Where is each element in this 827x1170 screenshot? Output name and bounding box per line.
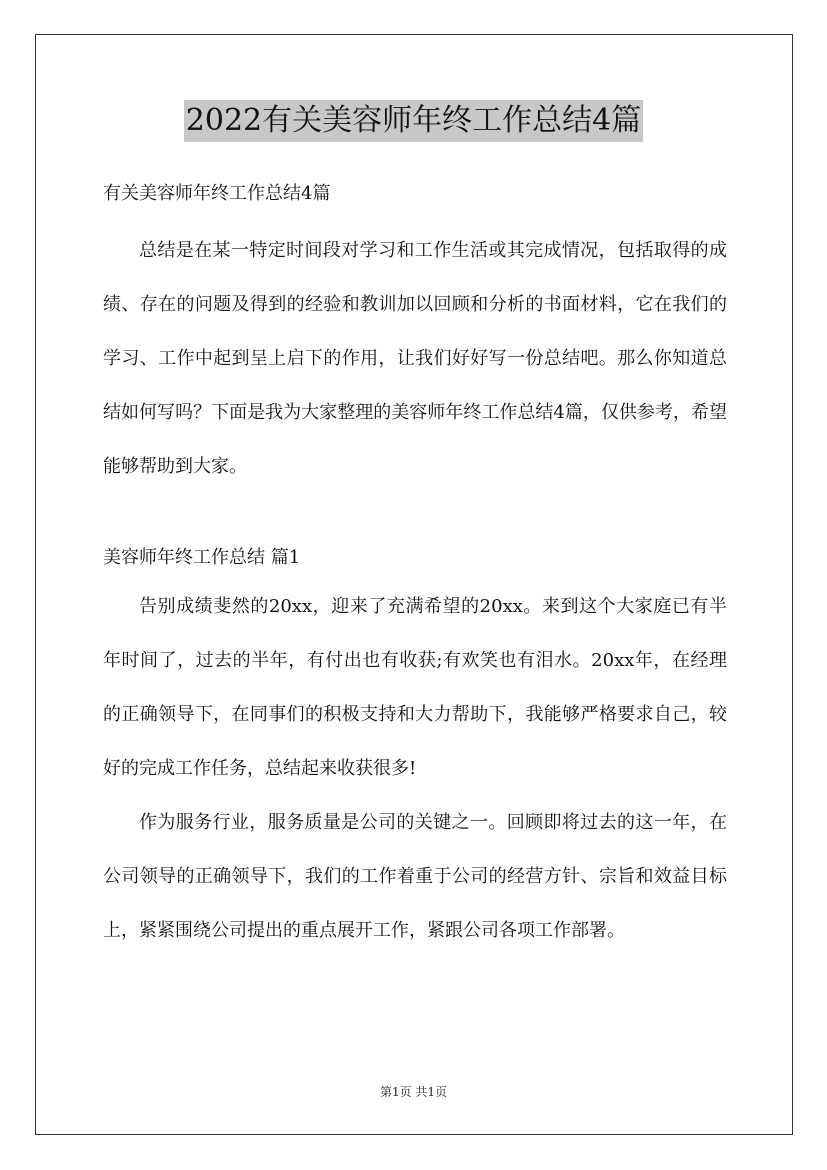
document-subtitle: 有关美容师年终工作总结4篇 (103, 183, 331, 204)
body-paragraph-2: 作为服务行业，服务质量是公司的关键之一。回顾即将过去的这一年，在公司领导的正确领导下，我们的工作着重于公司的经营方针、宗旨和效益目标上，紧紧围绕公司提出的重点展开工作，紧跟公司各项工作部署。 (103, 812, 727, 941)
section-spacer (103, 494, 727, 536)
intro-paragraph: 总结是在某一特定时间段对学习和工作生活或其完成情况，包括取得的成绩、存在的问题及得到的经验和教训加以回顾和分析的书面材料，它在我们的学习、工作中起到呈上启下的作用，让我们好好写一份总结吧。那么你知道总结如何写吗？下面是我为大家整理的美容师年终工作总结4篇，仅供参考，希望能够帮助到大家。 (103, 240, 727, 477)
body-paragraph-1: 告别成绩斐然的20xx，迎来了充满希望的20xx。来到这个大家庭已有半年时间了，过去的半年，有付出也有收获;有欢笑也有泪水。20xx年，在经理的正确领导下，在同事们的积极支持和大力帮助下，我能够严格要求自己，较好的完成工作任务，总结起来收获很多! (103, 596, 727, 779)
page-footer: 第1页 共1页 (379, 1085, 448, 1099)
document-title: 2022有关美容师年终工作总结4篇 (184, 100, 643, 142)
document-body (103, 172, 727, 958)
title-container (0, 100, 827, 142)
section-heading: 美容师年终工作总结 篇1 (103, 547, 301, 568)
